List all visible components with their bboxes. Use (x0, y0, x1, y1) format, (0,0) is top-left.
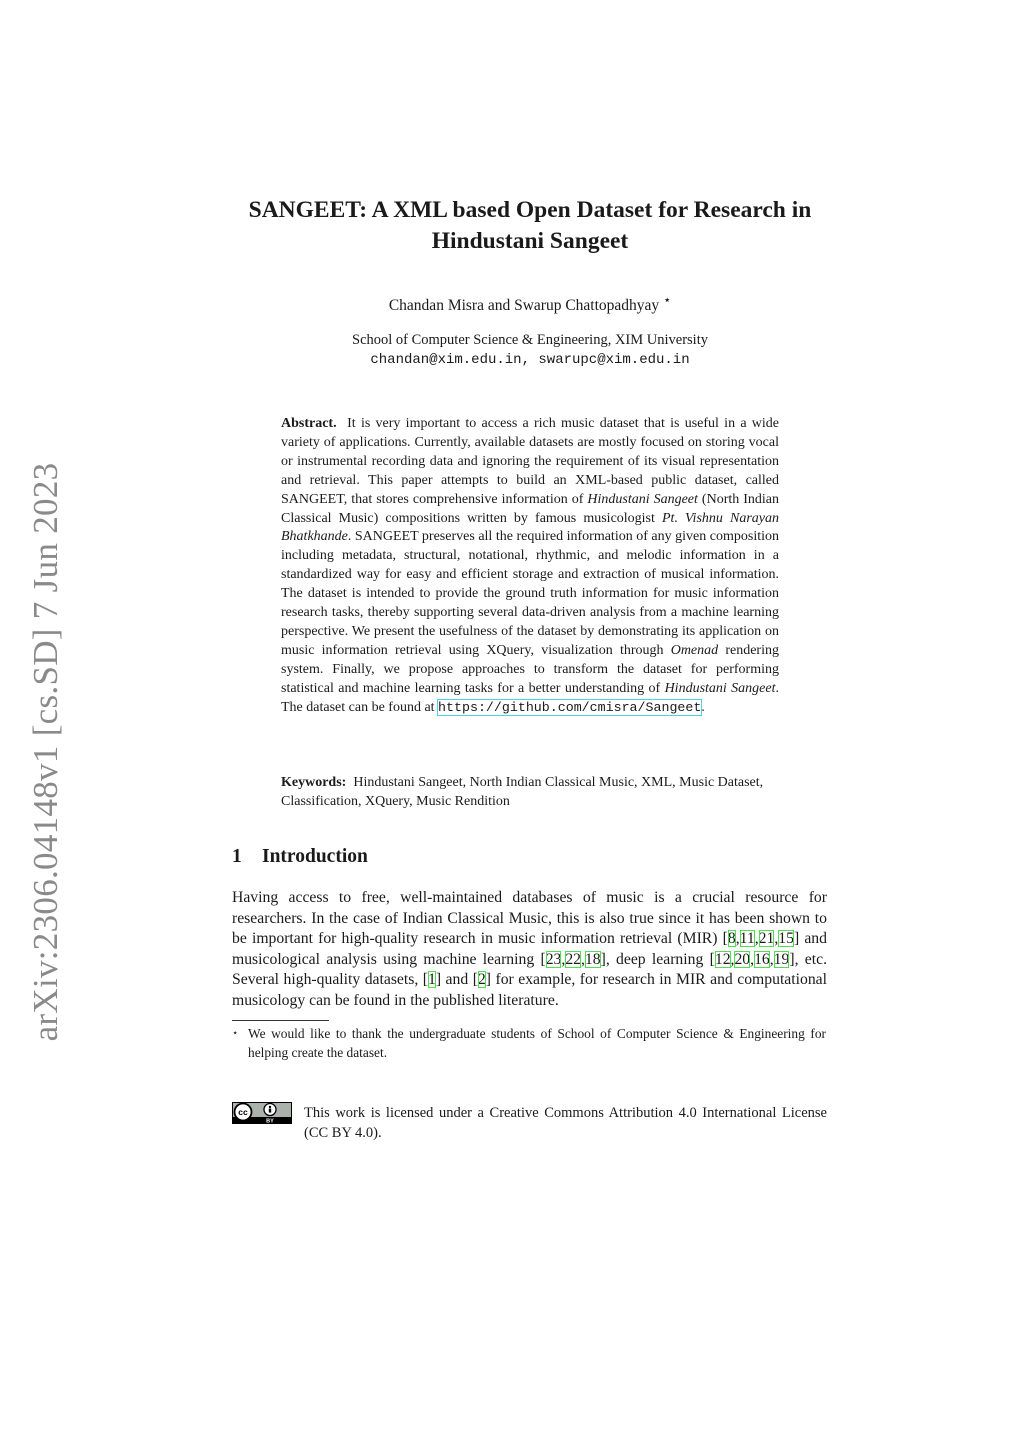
paper-title (200, 195, 860, 257)
authors (200, 292, 860, 315)
author-emails: chandan@xim.edu.in, swarupc@xim.edu.in (370, 352, 690, 368)
citation-link[interactable]: 1 (428, 971, 436, 989)
introduction-paragraph: Having access to free, well-maintained databases of music is a crucial resource for researchers. In the case of Indian Classical Music, this is also true since it has been shown to be important for high-quality research in music information retrieval (MIR) [8,11,21,15] and musicological analysis using machine learning [23,22,18], deep learning [12,20,16,19], etc. Several high-quality datasets, [1] and [2] for example, for research in MIR and computational musicology can be found in the published literature. (232, 889, 827, 1009)
citation-link[interactable]: 15 (778, 930, 794, 948)
abstract-italic-hindustani-2: Hindustani Sangeet (664, 680, 776, 696)
intro-text: Having access to free, well-maintained databases of music is a crucial resource for researchers. In the case of Indian Classical Music, this is also true since it has been shown to be important for high-quality research in music information retrieval (MIR) [ (232, 889, 827, 948)
arxiv-sidebar (16, 462, 76, 1042)
abstract-label: Abstract. (281, 416, 337, 431)
author-footnote-mark[interactable]: ⋆ (663, 292, 672, 307)
abstract-italic-hindustani: Hindustani Sangeet (587, 491, 698, 507)
intro-text: ] and [ (435, 971, 478, 989)
svg-text:cc: cc (238, 1107, 248, 1117)
abstract-text: rendering system. Finally, we propose approaches to transform the dataset for performing statistical and machine learning tasks for a better understanding of (281, 642, 779, 696)
abstract-text: . SANGEET preserves all the required information of any given composition including metadata, structural, notational, rhythmic, and melodic information in a standardized way for easy and efficient storage and extraction of musical information. The dataset is intended to provide the ground truth information for music information research tasks, thereby supporting several data-driven analysis from a machine learning perspective. We present the usefulness of the dataset by demonstrating its application on music information retrieval using XQuery, visualization through (281, 529, 779, 658)
abstract-text: (North Indian Classical Music) compositions written by famous musicologist (281, 491, 780, 526)
footnote-text: We would like to thank the undergraduate students of School of Computer Science & Engineering for helping create the dataset. (248, 1026, 826, 1060)
intro-text: ], deep learning [ (600, 950, 715, 968)
dataset-link[interactable]: https://github.com/cmisra/Sangeet (438, 699, 702, 715)
section-title: Introduction (262, 846, 368, 867)
abstract-text: . The dataset can be found at (281, 680, 779, 715)
school-name: School of Computer Science & Engineering, XIM University (352, 332, 708, 348)
citation-link[interactable]: 2 (477, 971, 486, 989)
abstract-text: . (701, 699, 705, 715)
arxiv-identifier: arXiv:2306.04148v1 [cs.SD] 7 Jun 2023 (26, 462, 65, 1042)
license-notice (232, 1104, 827, 1143)
keywords-text: Hindustani Sangeet, North Indian Classical Music, XML, Music Dataset, Classification, XQuery, Music Rendition (281, 775, 764, 809)
citation-link[interactable]: 19 (773, 950, 790, 968)
footnote-mark: ⋆ (232, 1028, 239, 1039)
citation-link[interactable]: 11 (739, 930, 755, 948)
citation-link[interactable]: 8 (727, 930, 736, 948)
license-text: This work is licensed under a Creative Commons Attribution 4.0 International License (CC BY 4.0). (304, 1105, 827, 1141)
citation-link[interactable]: 22 (565, 950, 581, 968)
author-names: Chandan Misra and Swarup Chattopadhyay (388, 297, 660, 315)
keywords-label: Keywords: (281, 775, 347, 790)
citation-link[interactable]: 16 (754, 950, 770, 968)
cc-by-label: BY (266, 1118, 274, 1124)
abstract (281, 415, 779, 718)
citation-link[interactable]: 23 (545, 950, 562, 968)
abstract-text: It is very important to access a rich music dataset that is useful in a wide variety of applications. Currently, available datasets are mostly focused on storing vocal or instrumental recording data and ignoring the requirement of its visual representation and retrieval. This paper attempts to build an XML-based public dataset, called SANGEET, that stores comprehensive information of (281, 416, 780, 507)
abstract-italic-omenad: Omenad (670, 642, 719, 658)
intro-text: ], etc. Several high-quality datasets, [ (232, 950, 827, 989)
citation-link[interactable]: 20 (734, 950, 751, 968)
citation-link[interactable]: 21 (758, 930, 775, 948)
citation-link[interactable]: 12 (714, 950, 731, 968)
affiliation (200, 330, 860, 370)
intro-text: ] for example, for research in MIR and computational musicology can be found in the published literature. (232, 971, 827, 1009)
citation-link[interactable]: 18 (584, 950, 601, 968)
cc-by-license-icon[interactable] (232, 1102, 292, 1124)
intro-text: ] and musicological analysis using machine learning [ (232, 930, 827, 968)
section-number: 1 (232, 846, 242, 867)
abstract-italic-bhatkhande: Pt. Vishnu Narayan Bhatkhande (281, 510, 779, 545)
section-heading (232, 846, 368, 868)
footnote (232, 1024, 827, 1062)
title-line-2: Hindustani Sangeet (431, 228, 629, 254)
footnote-divider (232, 1020, 329, 1021)
title-line-1: SANGEET: A XML based Open Dataset for Research in (248, 197, 812, 223)
keywords (281, 773, 821, 811)
